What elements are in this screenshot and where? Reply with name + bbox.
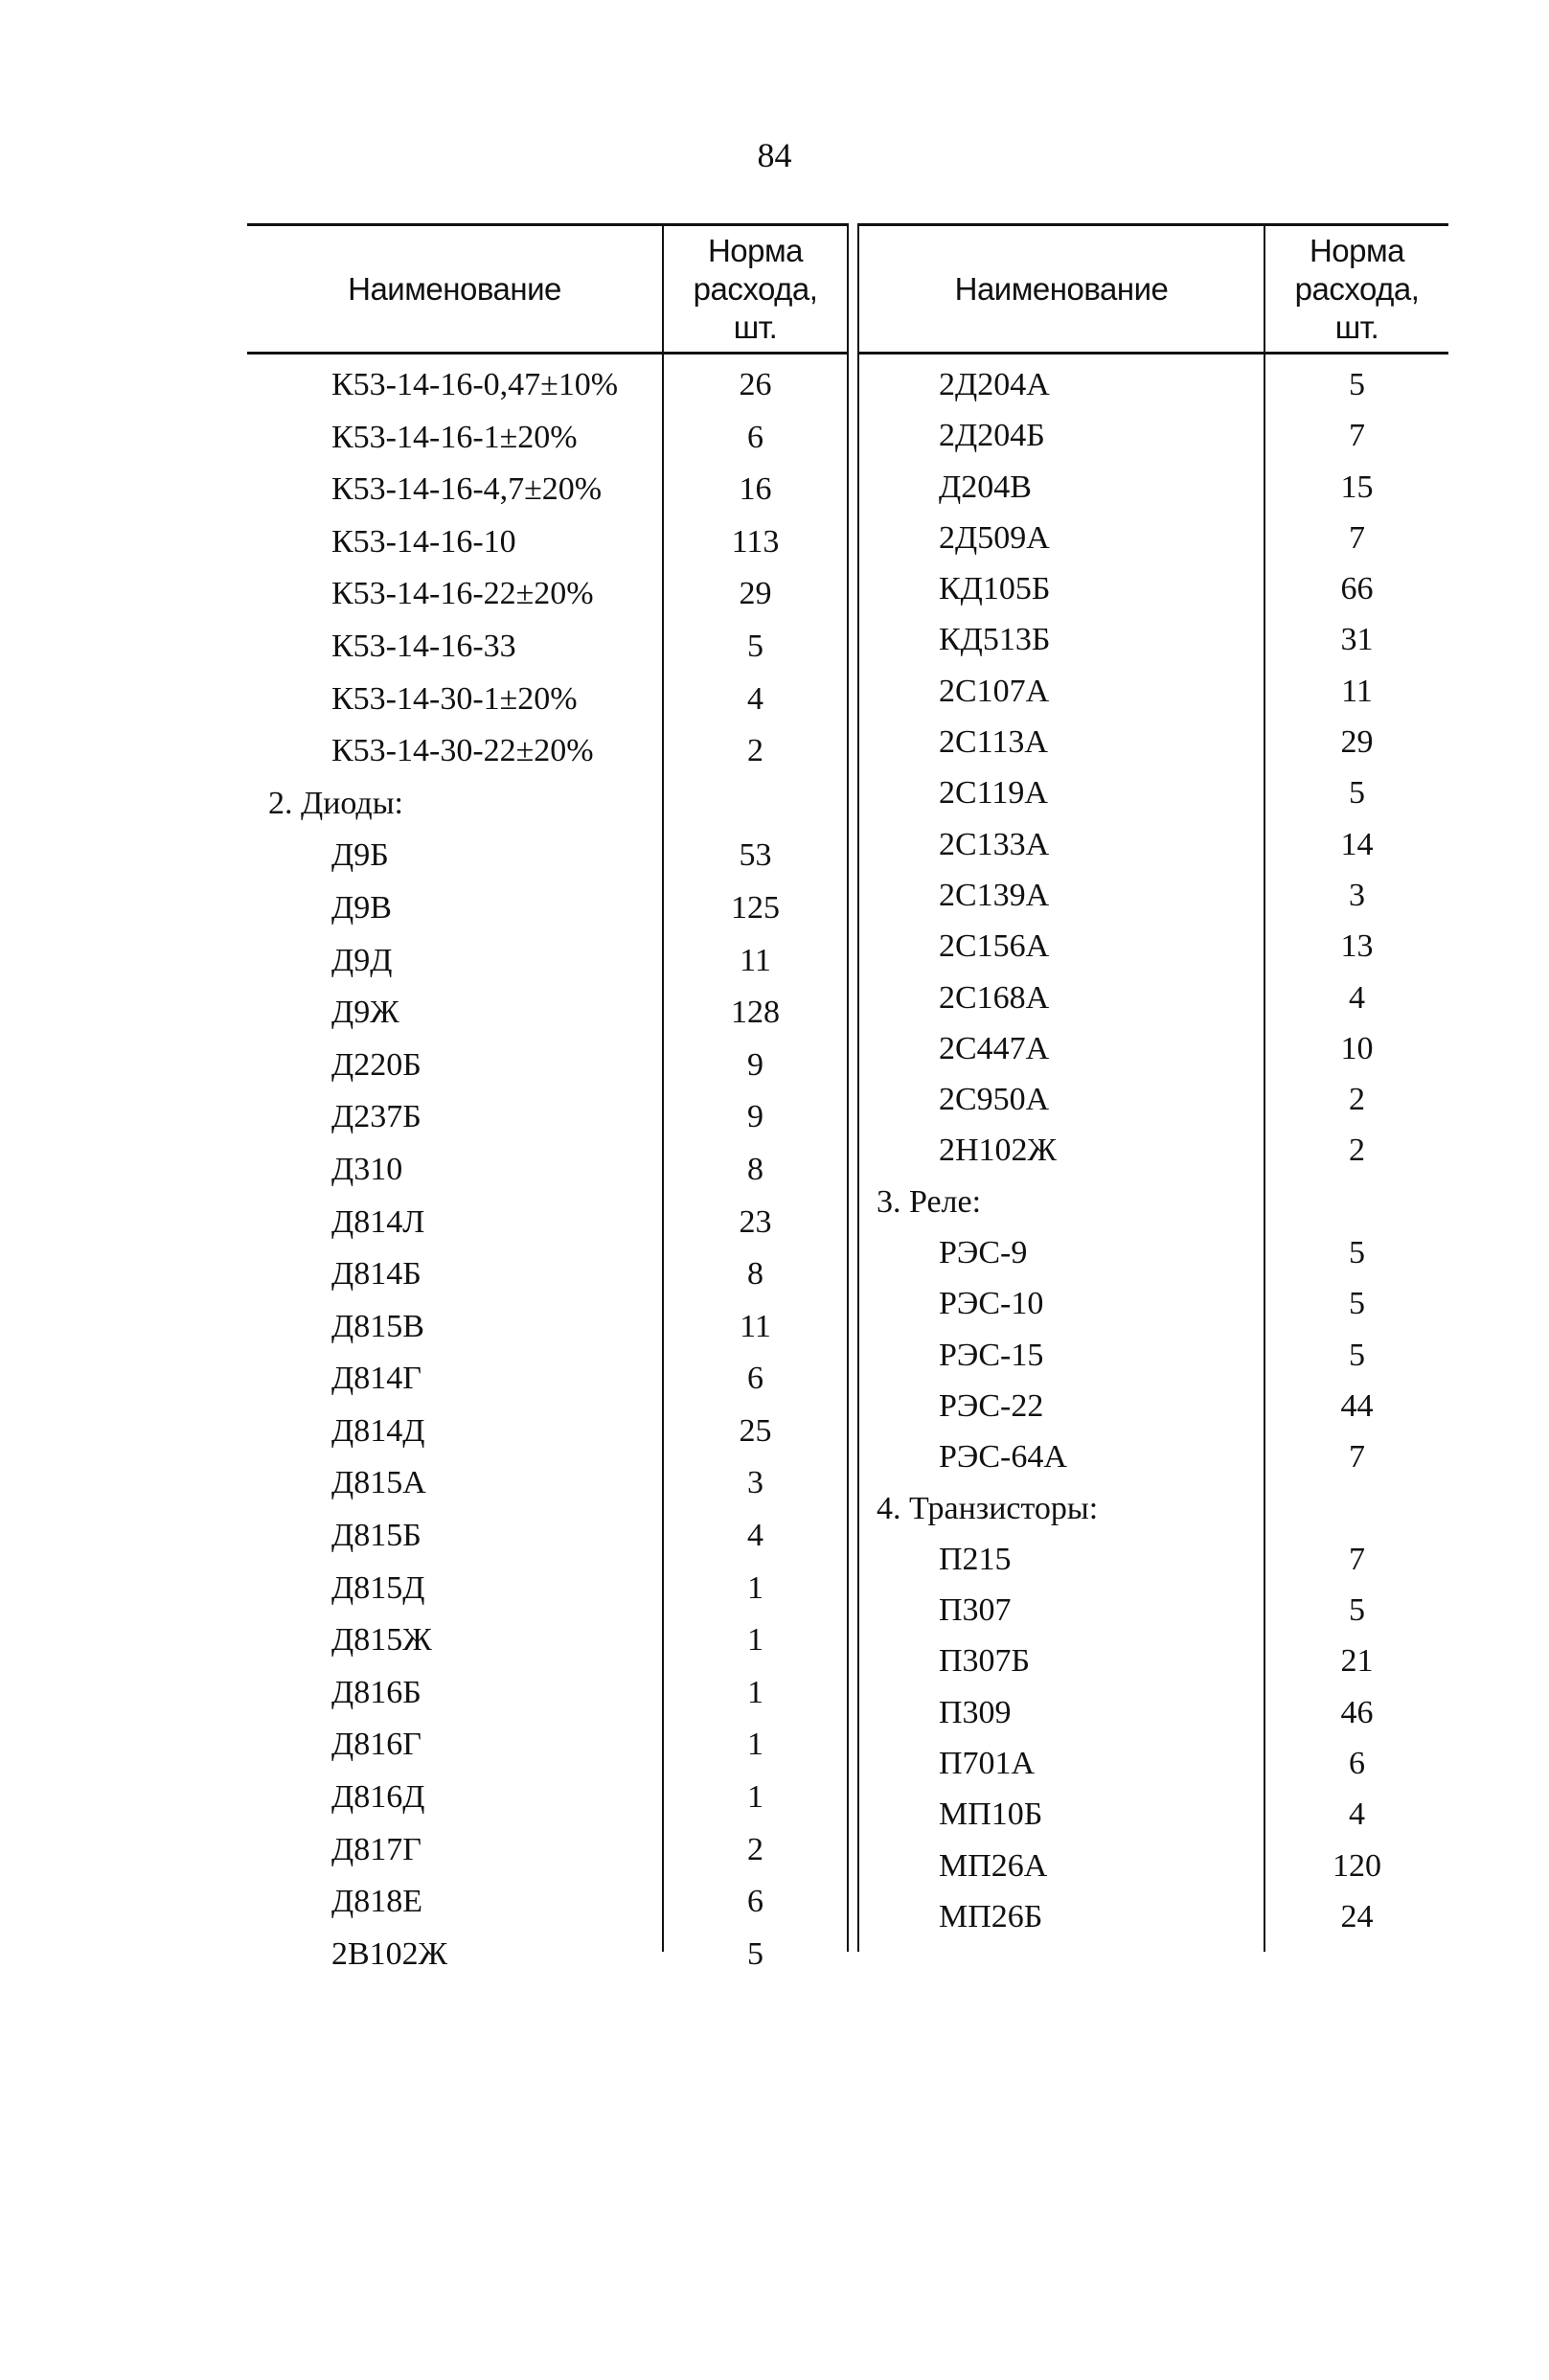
table-row <box>247 1614 849 1667</box>
item-name: Д9Б <box>331 837 389 874</box>
item-qty: 6 <box>747 419 763 455</box>
item-qty: 4 <box>1349 1796 1365 1833</box>
header-qty-line3: шт. <box>1334 309 1379 345</box>
item-name: 2С139А <box>939 877 1050 913</box>
item-name: Д815Ж <box>331 1622 432 1659</box>
item-name: Д814Б <box>331 1256 421 1293</box>
item-qty: 11 <box>1341 673 1373 709</box>
item-qty: 29 <box>739 576 772 612</box>
table-row <box>247 1876 849 1929</box>
item-name: РЭС-9 <box>939 1235 1028 1271</box>
item-qty: 2 <box>1349 1082 1365 1118</box>
section-heading-row <box>857 1483 1448 1534</box>
section-heading-row <box>857 1177 1448 1227</box>
item-name: 2С168А <box>939 979 1050 1016</box>
table-row <box>857 410 1448 461</box>
item-name: 2С950А <box>939 1082 1050 1118</box>
item-qty: 5 <box>1349 1592 1365 1629</box>
table-row <box>857 1534 1448 1585</box>
item-qty: 23 <box>739 1203 772 1240</box>
item-name: Д310 <box>331 1151 403 1187</box>
item-qty: 7 <box>1349 519 1365 556</box>
item-qty: 6 <box>1349 1746 1365 1782</box>
item-qty: 25 <box>739 1412 772 1449</box>
table-row <box>857 1841 1448 1891</box>
item-name: Д814Д <box>331 1412 425 1449</box>
item-name: РЭС-15 <box>939 1337 1044 1373</box>
item-qty: 16 <box>739 471 772 508</box>
item-name: Д814Л <box>331 1203 425 1240</box>
item-name: Д816Г <box>331 1727 421 1763</box>
table-row <box>857 1023 1448 1074</box>
item-name: П307Б <box>939 1643 1031 1680</box>
table-row <box>857 1636 1448 1686</box>
item-qty: 7 <box>1349 1439 1365 1476</box>
item-qty: 4 <box>747 1518 763 1554</box>
item-name: КД513Б <box>939 622 1051 658</box>
item-qty: 66 <box>1340 571 1374 607</box>
table-row <box>857 1585 1448 1636</box>
item-name: Д815Д <box>331 1569 425 1606</box>
item-qty: 44 <box>1340 1387 1374 1424</box>
table-row <box>857 1738 1448 1789</box>
section-heading-row <box>247 778 849 831</box>
table-row <box>247 464 849 516</box>
item-qty: 5 <box>747 628 763 664</box>
item-qty: 5 <box>1349 367 1365 402</box>
item-name: МП26А <box>939 1847 1048 1884</box>
item-name: К53-14-16-4,7±20% <box>331 471 603 508</box>
table-row <box>857 1431 1448 1482</box>
table-row <box>857 1125 1448 1176</box>
item-qty: 1 <box>747 1569 763 1606</box>
table-row <box>247 1353 849 1406</box>
item-name: 2С447А <box>939 1030 1050 1066</box>
table-row <box>857 819 1448 870</box>
item-name: Д816Д <box>331 1779 425 1816</box>
item-qty: 5 <box>1349 1235 1365 1271</box>
item-qty: 31 <box>1340 622 1374 658</box>
table-row <box>247 987 849 1040</box>
item-qty: 9 <box>747 1099 763 1135</box>
item-qty: 11 <box>740 942 771 978</box>
item-name: К53-14-16-33 <box>331 628 516 664</box>
item-name: Д814Г <box>331 1361 421 1397</box>
item-name: П309 <box>939 1694 1012 1730</box>
header-qty-line1: Норма <box>1309 232 1405 268</box>
table-row <box>247 1667 849 1720</box>
table-row <box>247 882 849 935</box>
item-qty: 1 <box>747 1622 763 1659</box>
table-row <box>857 1381 1448 1431</box>
item-name: Д9Д <box>331 942 393 978</box>
item-name: Д237Б <box>331 1099 421 1135</box>
table-row <box>247 1719 849 1772</box>
item-name: 2Н102Ж <box>939 1133 1058 1169</box>
item-name: 2В102Ж <box>331 1935 448 1972</box>
item-name: КД105Б <box>939 571 1051 607</box>
item-name: 2С107А <box>939 673 1050 709</box>
item-name: К53-14-16-1±20% <box>331 419 578 455</box>
table-row <box>247 359 849 412</box>
item-qty: 13 <box>1340 928 1374 965</box>
item-name: 2Д204Б <box>939 418 1045 454</box>
table-row <box>857 462 1448 513</box>
table-row <box>247 412 849 465</box>
item-qty: 6 <box>747 1884 763 1920</box>
table-row <box>857 1330 1448 1381</box>
item-qty: 113 <box>731 523 780 560</box>
item-name: РЭС-10 <box>939 1286 1044 1322</box>
item-name: Д816Б <box>331 1674 421 1710</box>
item-name: Д220Б <box>331 1046 421 1083</box>
item-qty: 53 <box>739 837 772 874</box>
header-name: Наименование <box>348 270 561 307</box>
item-qty: 10 <box>1340 1030 1374 1066</box>
right-table <box>857 223 1448 1952</box>
item-name: Д9В <box>331 889 392 926</box>
table-row <box>857 1687 1448 1738</box>
item-name: Д815В <box>331 1308 424 1344</box>
item-qty: 46 <box>1340 1694 1374 1730</box>
item-name: П701А <box>939 1746 1036 1782</box>
item-name: 2Д509А <box>939 519 1050 556</box>
table-row <box>247 568 849 621</box>
item-name: Д817Г <box>331 1831 421 1867</box>
header-qty-line2: расхода, <box>693 270 818 307</box>
header-rule <box>247 352 849 355</box>
item-qty: 1 <box>747 1727 763 1763</box>
item-qty: 14 <box>1340 826 1374 862</box>
table-row <box>857 563 1448 614</box>
table-row <box>857 1891 1448 1942</box>
table-row <box>857 767 1448 818</box>
item-name: РЭС-22 <box>939 1387 1044 1424</box>
table-row <box>247 1457 849 1510</box>
item-qty: 6 <box>747 1361 763 1397</box>
item-qty: 29 <box>1340 724 1374 761</box>
item-name: Д204В <box>939 469 1032 505</box>
item-qty: 2 <box>747 733 763 769</box>
item-name: МП10Б <box>939 1796 1043 1833</box>
item-name: 2С133А <box>939 826 1050 862</box>
item-qty: 1 <box>747 1779 763 1816</box>
table-row <box>247 621 849 674</box>
table-row <box>247 1197 849 1249</box>
item-name: 2С156А <box>939 928 1050 965</box>
item-qty: 5 <box>1349 1286 1365 1322</box>
table-row <box>247 1301 849 1354</box>
table-row <box>857 1227 1448 1278</box>
item-qty: 15 <box>1340 469 1374 505</box>
item-name: П307 <box>939 1592 1012 1629</box>
item-qty: 5 <box>1349 1337 1365 1373</box>
item-name: П215 <box>939 1541 1012 1577</box>
table-row <box>857 666 1448 717</box>
left-table <box>247 223 849 1972</box>
item-qty: 7 <box>1349 418 1365 454</box>
table-row <box>247 1248 849 1301</box>
table-row <box>247 1929 849 1981</box>
item-qty: 1 <box>747 1674 763 1710</box>
item-name: МП26Б <box>939 1898 1043 1934</box>
table-row <box>857 614 1448 665</box>
item-qty: 26 <box>739 367 772 402</box>
item-qty: 2 <box>747 1831 763 1867</box>
table-row <box>247 1040 849 1092</box>
table-row <box>247 1772 849 1824</box>
item-name: Д815А <box>331 1465 426 1501</box>
item-qty: 2 <box>1349 1133 1365 1169</box>
table-row <box>857 359 1448 410</box>
item-qty: 8 <box>747 1256 763 1293</box>
table-row <box>857 870 1448 921</box>
item-name: К53-14-30-22±20% <box>331 733 594 769</box>
table-row <box>857 1789 1448 1840</box>
header-qty-line3: шт. <box>733 309 778 345</box>
header-rule <box>857 352 1448 355</box>
table-row <box>247 830 849 882</box>
item-name: К53-14-16-22±20% <box>331 576 594 612</box>
item-qty: 7 <box>1349 1541 1365 1577</box>
item-qty: 128 <box>731 995 780 1031</box>
table-row <box>247 1510 849 1563</box>
table-row <box>247 1091 849 1144</box>
header-qty-line1: Норма <box>707 232 804 268</box>
item-name: К53-14-16-10 <box>331 523 516 560</box>
table-row <box>857 513 1448 563</box>
table-row <box>857 1074 1448 1125</box>
item-qty: 4 <box>747 680 763 717</box>
table-row <box>247 935 849 988</box>
right-rows <box>857 359 1448 1942</box>
page-number: 84 <box>757 136 792 174</box>
item-qty: 21 <box>1340 1643 1374 1680</box>
item-qty: 11 <box>740 1308 771 1344</box>
item-qty: 9 <box>747 1046 763 1083</box>
header-name: Наименование <box>954 270 1169 307</box>
item-qty: 8 <box>747 1151 763 1187</box>
table-row <box>857 973 1448 1023</box>
table-row <box>857 921 1448 972</box>
section-heading: 2. Диоды: <box>268 785 403 821</box>
item-qty: 5 <box>1349 775 1365 812</box>
item-name: Д818Е <box>331 1884 422 1920</box>
item-name: 2Д204А <box>939 367 1050 402</box>
item-name: К53-14-30-1±20% <box>331 680 578 717</box>
table-row <box>247 1563 849 1615</box>
item-name: Д9Ж <box>331 995 399 1031</box>
item-name: К53-14-16-0,47±10% <box>331 367 619 402</box>
table-row <box>247 516 849 569</box>
table-row <box>857 717 1448 767</box>
header-qty <box>664 226 847 352</box>
item-qty: 4 <box>1349 979 1365 1016</box>
item-name: РЭС-64А <box>939 1439 1067 1476</box>
header-qty-line2: расхода, <box>1294 270 1420 307</box>
table-row <box>247 1144 849 1197</box>
table-row <box>247 725 849 778</box>
table-row <box>857 1278 1448 1329</box>
header-qty <box>1265 226 1448 352</box>
item-name: 2С113А <box>939 724 1048 761</box>
item-qty: 120 <box>1333 1847 1381 1884</box>
section-heading: 3. Реле: <box>877 1183 982 1220</box>
table-row <box>247 1406 849 1458</box>
item-qty: 5 <box>747 1935 763 1972</box>
item-qty: 3 <box>1349 877 1365 913</box>
item-qty: 3 <box>747 1465 763 1501</box>
left-rows <box>247 359 849 1980</box>
table-row <box>247 1824 849 1877</box>
item-qty: 24 <box>1340 1898 1374 1934</box>
item-name: 2С119А <box>939 775 1048 812</box>
section-heading: 4. Транзисторы: <box>877 1490 1099 1526</box>
item-name: Д815Б <box>331 1518 421 1554</box>
table-row <box>247 674 849 726</box>
item-qty: 125 <box>731 889 780 926</box>
